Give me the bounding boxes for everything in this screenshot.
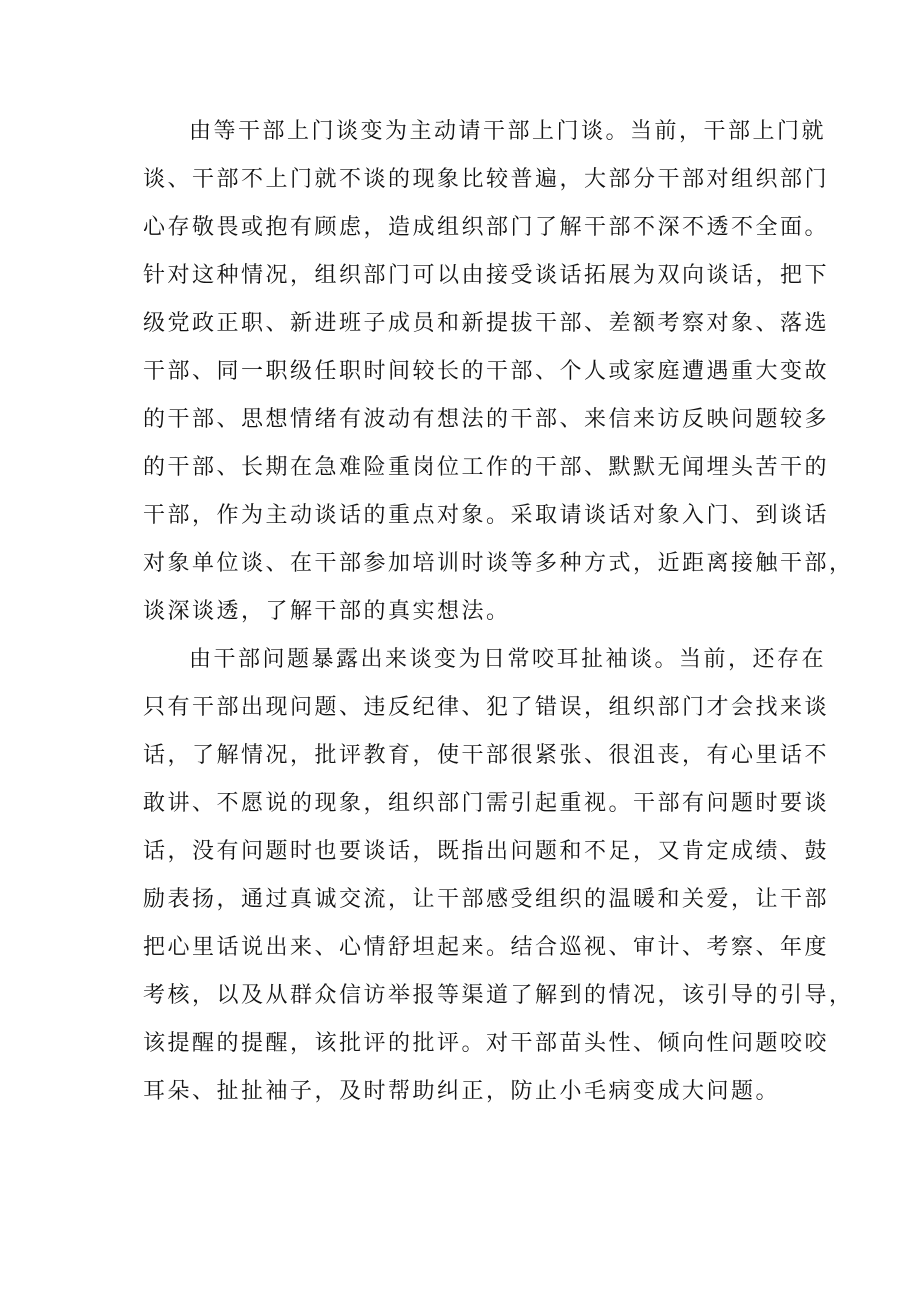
paragraph-line: 心存敬畏或抱有顾虑，造成组织部门了解干部不深不透不全面。 [143,215,830,240]
paragraph-line: 针对这种情况，组织部门可以由接受谈话拓展为双向谈话，把下 [143,263,830,288]
paragraph-line: 励表扬，通过真诚交流，让干部感受组织的温暖和关爱，让干部 [143,887,830,912]
paragraph-line: 对象单位谈、在干部参加培训时谈等多种方式，近距离接触干部， [143,551,854,576]
paragraph-line: 干部，作为主动谈话的重点对象。采取请谈话对象入门、到谈话 [143,503,830,528]
paragraph-line: 级党政正职、新进班子成员和新提拔干部、差额考察对象、落选 [143,311,830,336]
paragraph-line: 的干部、长期在急难险重岗位工作的干部、默默无闻埋头苦干的 [143,455,830,480]
document-body [143,108,854,1116]
paragraph-line: 由干部问题暴露出来谈变为日常咬耳扯袖谈。当前，还存在 [189,647,827,672]
paragraph-line: 谈、干部不上门就不谈的现象比较普遍，大部分干部对组织部门 [143,167,830,192]
paragraph-line: 考核，以及从群众信访举报等渠道了解到的情况，该引导的引导， [143,983,854,1008]
paragraph-1 [143,108,854,636]
paragraph-line: 话，没有问题时也要谈话，既指出问题和不足，又肯定成绩、鼓 [143,839,830,864]
paragraph-line: 话，了解情况，批评教育，使干部很紧张、很沮丧，有心里话不 [143,743,830,768]
paragraph-line: 敢讲、不愿说的现象，组织部门需引起重视。干部有问题时要谈 [143,791,830,816]
paragraph-line: 该提醒的提醒，该批评的批评。对干部苗头性、倾向性问题咬咬 [143,1031,830,1056]
paragraph-line: 只有干部出现问题、违反纪律、犯了错误，组织部门才会找来谈 [143,695,830,720]
paragraph-line: 谈深谈透，了解干部的真实想法。 [143,599,511,624]
paragraph-line: 耳朵、扯扯袖子，及时帮助纠正，防止小毛病变成大问题。 [143,1079,781,1104]
paragraph-line: 的干部、思想情绪有波动有想法的干部、来信来访反映问题较多 [143,407,830,432]
paragraph-line: 把心里话说出来、心情舒坦起来。结合巡视、审计、考察、年度 [143,935,830,960]
paragraph-2 [143,636,854,1116]
paragraph-line: 干部、同一职级任职时间较长的干部、个人或家庭遭遇重大变故 [143,359,830,384]
paragraph-line: 由等干部上门谈变为主动请干部上门谈。当前，干部上门就 [189,119,827,144]
